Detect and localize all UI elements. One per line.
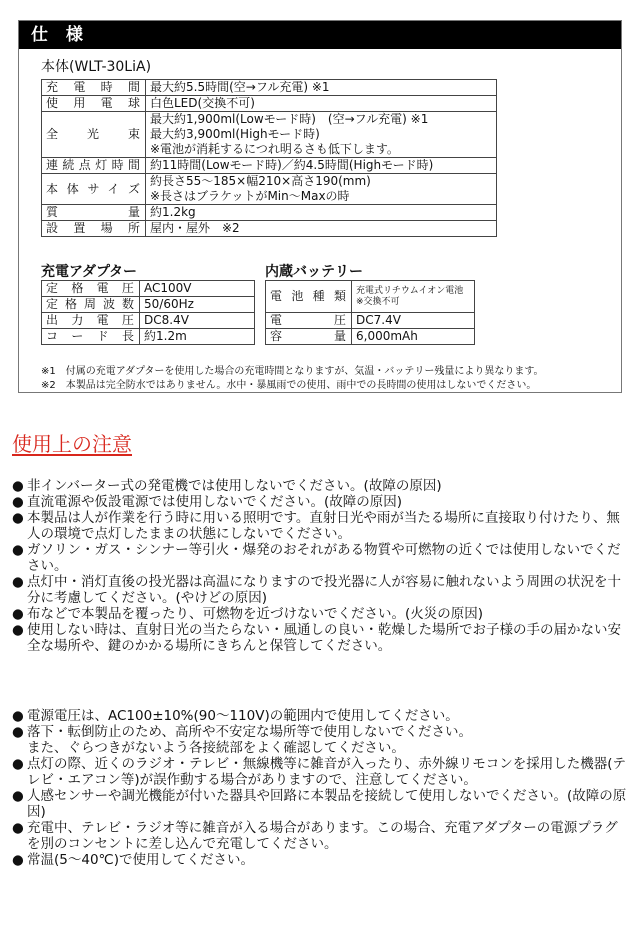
bullet-icon: ● (12, 756, 24, 772)
caution-text: 充電中、テレビ・ラジオ等に雑音が入る場合があります。この場合、充電アダプターの電源プラグを別のコンセントに差し込んで充電してください。 (27, 820, 618, 852)
spec-label: 設置場所 (42, 221, 146, 237)
spec-row (42, 112, 497, 158)
note-2: ※2 本製品は完全防水ではありません。水中・暴風雨での使用、雨中での長時間の使用はしないでください。 (41, 380, 537, 391)
adapter-label: 定格周波数 (42, 297, 140, 313)
caution-text: 点灯中・消灯直後の投光器は高温になりますので投光器に人が容易に触れないよう周囲の状況を十分に考慮してください。(やけどの原因) (27, 574, 621, 606)
adapter-value: 50/60Hz (140, 297, 255, 313)
adapter-body (42, 281, 255, 345)
spec-value (146, 221, 497, 237)
spec-value (146, 205, 497, 221)
bullet-icon: ● (12, 622, 24, 638)
spec-box (18, 20, 622, 393)
spec-value (146, 80, 497, 96)
spec-value-line: 最大約1,900ml(Lowモード時) (空→フル充電) ※1 (150, 112, 429, 126)
spec-value-line: 約長さ55～185×幅210×高さ190(mm) (150, 174, 371, 188)
caution-list-2 (12, 708, 628, 868)
battery-body (266, 281, 475, 345)
caution-text: 常温(5～40℃)で使用してください。 (27, 852, 254, 868)
spec-row (42, 96, 497, 112)
spec-value (146, 158, 497, 174)
caution-text: 点灯の際、近くのラジオ・テレビ・無線機等に雑音が入ったり、赤外線リモコンを採用した機器(テレビ・エアコン等)が誤作動する場合がありますので、注意してください。 (27, 756, 626, 788)
battery-type-value: 充電式リチウムイオン電池 (356, 285, 464, 296)
adapter-label: 出力電圧 (42, 313, 140, 329)
caution-item (12, 724, 628, 756)
spec-notes (41, 365, 544, 393)
caution-text: 人感センサーや調光機能が付いた器具や回路に本製品を接続して使用しないでください。(故障の原因) (27, 788, 627, 820)
adapter-value: DC8.4V (140, 313, 255, 329)
caution-text: 非インバーター式の発電機では使用しないでください。(故障の原因) (27, 478, 442, 494)
battery-value: DC7.4V (352, 313, 475, 329)
spec-value (146, 112, 497, 158)
adapter-title: 充電アダプター (41, 264, 138, 280)
caution-text: 本製品は人が作業を行う時に用いる照明です。直射日光や雨が当たる場所に直接取り付けたり、無人の環境で点灯したままの状態にしないでください。 (27, 510, 620, 542)
spec-row (42, 174, 497, 205)
bullet-icon: ● (12, 708, 24, 724)
caution-item (12, 622, 628, 654)
caution-item (12, 708, 628, 724)
bullet-icon: ● (12, 542, 24, 558)
bullet-icon: ● (12, 820, 24, 836)
caution-item (12, 494, 628, 510)
bullet-icon: ● (12, 852, 24, 868)
adapter-label: コード長 (42, 329, 140, 345)
caution-text: 布などで本製品を覆ったり、可燃物を近づけないでください。(火災の原因) (27, 606, 484, 622)
battery-title: 内蔵バッテリー (265, 264, 363, 280)
spec-header: 仕 様 (19, 21, 621, 49)
battery-value: 6,000mAh (352, 329, 475, 345)
adapter-row (42, 313, 255, 329)
caution-item (12, 788, 628, 820)
spec-label: 全光束 (42, 112, 146, 158)
caution-title: 使用上の注意 (12, 432, 132, 456)
spec-value-line: 最大約5.5時間(空→フル充電) ※1 (150, 80, 330, 94)
spec-value (146, 96, 497, 112)
bullet-icon: ● (12, 606, 24, 622)
spec-value-line: ※長さはブラケットがMin～Maxの時 (150, 189, 350, 203)
main-spec-body (42, 80, 497, 237)
adapter-row (42, 281, 255, 297)
spec-value (146, 174, 497, 205)
battery-label: 容量 (266, 329, 352, 345)
note-1: ※1 付属の充電アダプターを使用した場合の充電時間となりますが、気温・バッテリー残量により異なります。 (41, 366, 544, 377)
caution-text: ガソリン・ガス・シンナー等引火・爆発のおそれがある物質や可燃物の近くでは使用しないでください。 (27, 542, 621, 574)
spec-value-line: 白色LED(交換不可) (150, 96, 255, 110)
main-spec-table (41, 79, 497, 237)
model-name: 本体(WLT-30LiA) (41, 59, 152, 75)
adapter-value: AC100V (140, 281, 255, 297)
spec-row (42, 80, 497, 96)
spec-row (42, 158, 497, 174)
spec-value-line: 約1.2kg (150, 205, 196, 219)
spec-value-line: 最大約3,900ml(Highモード時) (150, 127, 320, 141)
spec-row (42, 205, 497, 221)
spec-label: 本体サイズ (42, 174, 146, 205)
caution-text: 電源電圧は、AC100±10%(90～110V)の範囲内で使用してください。 (27, 708, 459, 724)
battery-type-cell (352, 281, 475, 313)
spec-label: 質量 (42, 205, 146, 221)
adapter-value: 約1.2m (140, 329, 255, 345)
caution-item (12, 510, 628, 542)
spec-value-line: ※電池が消耗するにつれ明るさも低下します。 (150, 142, 399, 156)
caution-text: 直流電源や仮設電源では使用しないでください。(故障の原因) (27, 494, 403, 510)
bullet-icon: ● (12, 788, 24, 804)
battery-type-label: 電池種類 (266, 281, 352, 313)
battery-table (265, 280, 475, 345)
bullet-icon: ● (12, 494, 24, 510)
caution-text: 使用しない時は、直射日光の当たらない・風通しの良い・乾燥した場所でお子様の手の届かない安全な場所や、鍵のかかる場所にきちんと保管してください。 (27, 622, 621, 654)
spec-label: 充電時間 (42, 80, 146, 96)
caution-item (12, 478, 628, 494)
bullet-icon: ● (12, 724, 24, 740)
adapter-row (42, 329, 255, 345)
battery-row (266, 329, 475, 345)
bullet-icon: ● (12, 478, 24, 494)
battery-label: 電圧 (266, 313, 352, 329)
spec-value-line: 約11時間(Lowモード時)／約4.5時間(Highモード時) (150, 158, 434, 172)
bullet-icon: ● (12, 510, 24, 526)
adapter-table (41, 280, 255, 345)
spec-label: 使用電球 (42, 96, 146, 112)
adapter-label: 定格電圧 (42, 281, 140, 297)
spec-value-line: 屋内・屋外 ※2 (150, 221, 240, 235)
adapter-row (42, 297, 255, 313)
battery-type-row (266, 281, 475, 313)
battery-type-note: ※交換不可 (356, 296, 400, 307)
spec-label: 連続点灯時間 (42, 158, 146, 174)
caution-text: 落下・転倒防止のため、高所や不安定な場所等で使用しないでください。 (27, 724, 472, 740)
caution-item (12, 606, 628, 622)
caution-item (12, 820, 628, 852)
caution-item (12, 542, 628, 574)
caution-list-1 (12, 478, 628, 654)
bullet-icon: ● (12, 574, 24, 590)
battery-row (266, 313, 475, 329)
caution-item (12, 574, 628, 606)
caution-item (12, 756, 628, 788)
spec-row (42, 221, 497, 237)
caution-item (12, 852, 628, 868)
caution-subtext: また、ぐらつきがないよう各接続部をよく確認してください。 (27, 740, 405, 756)
